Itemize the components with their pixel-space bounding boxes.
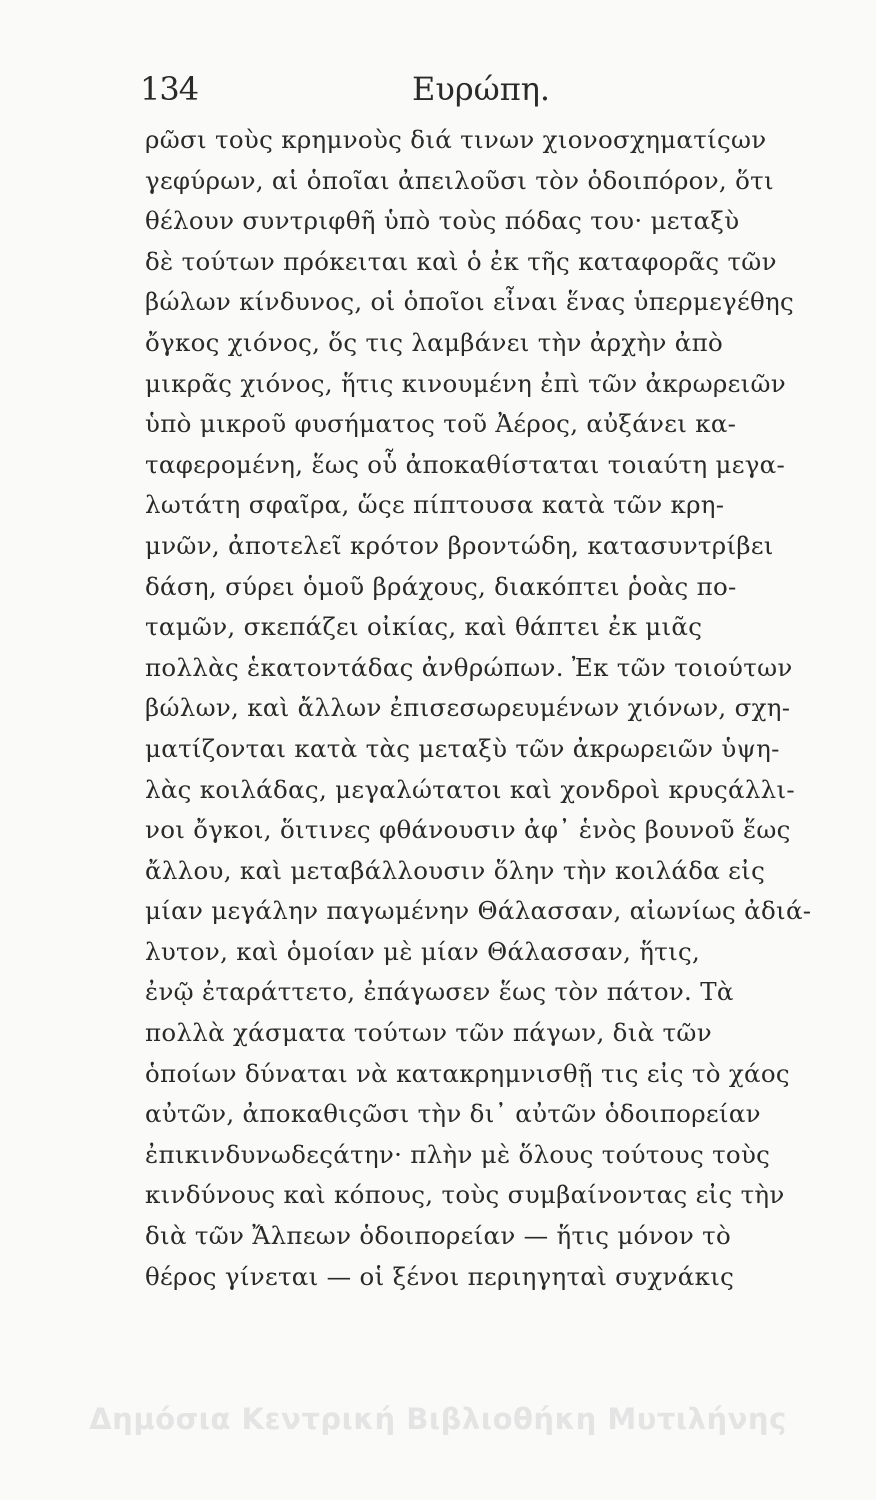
text-line: νοι ὄγκοι, ὅιτινες φθάνουσιν ἀφ᾽ ἑνὸς βουνοῦ ἕως — [145, 815, 791, 845]
text-line: αὐτῶν, ἀποκαθιςῶσι τὴν δι᾽ αὐτῶν ὁδοιπορείαν — [145, 1099, 761, 1129]
text-line: ὑπὸ μικροῦ φυσήματος τοῦ Ἀέρος, αὐξάνει κα- — [145, 409, 737, 439]
text-line: λωτάτη σφαῖρα, ὥςε πίπτουσα κατὰ τῶν κρη- — [145, 490, 725, 520]
text-line: δάση, σύρει ὁμοῦ βράχους, διακόπτει ῥοὰς πο- — [145, 571, 737, 601]
text-line: ὄγκος χιόνος, ὅς τις λαμβάνει τὴν ἀρχὴν ἀπὸ — [145, 327, 724, 357]
text-line: ἄλλου, καὶ μεταβάλλουσιν ὅλην τὴν κοιλάδα εἰς — [145, 855, 766, 885]
text-line: δὲ τούτων πρόκειται καὶ ὁ ἐκ τῆς καταφορᾶς τῶν — [145, 246, 777, 276]
text-line: βώλων, καὶ ἄλλων ἐπισεσωρευμένων χιόνων, σχη- — [145, 693, 791, 723]
text-line: ταμῶν, σκεπάζει οἰκίας, καὶ θάπτει ἐκ μιᾶς — [145, 612, 703, 642]
page-number: 134 — [140, 70, 199, 108]
body-text — [145, 120, 825, 1297]
page-header — [140, 70, 760, 110]
text-line: πολλὰς ἑκατοντάδας ἀνθρώπων. Ἐκ τῶν τοιούτων — [145, 652, 793, 682]
text-line: κινδύνους καὶ κόπους, τοὺς συμβαίνοντας εἰς τὴν — [145, 1180, 785, 1210]
library-watermark: Δημόσια Κεντρική Βιβλιοθήκη Μυτιλήνης — [89, 1402, 787, 1436]
text-line: γεφύρων, αἱ ὁποῖαι ἀπειλοῦσι τὸν ὁδοιπόρον, ὅτι — [145, 165, 774, 195]
text-line: ρῶσι τοὺς κρημνοὺς διά τινων χιονοσχηματίςων — [145, 125, 767, 154]
text-line: ἐνῷ ἐταράττετο, ἐπάγωσεν ἕως τὸν πάτον. Τὰ — [145, 977, 734, 1007]
text-line: ἐπικινδυνωδεςάτην· πλὴν μὲ ὅλους τούτους τοὺς — [145, 1139, 771, 1169]
text-line: πολλὰ χάσματα τούτων τῶν πάγων, διὰ τῶν — [145, 1018, 712, 1048]
text-line: ὁποίων δύναται νὰ κατακρημνισθῇ τις εἰς τὸ χάος — [145, 1058, 790, 1088]
text-line: διὰ τῶν Ἄλπεων ὁδοιπορείαν — ἥτις μόνον τὸ — [145, 1221, 732, 1251]
text-line: λυτον, καὶ ὁμοίαν μὲ μίαν Θάλασσαν, ἥτις, — [145, 936, 701, 966]
running-title: Ευρώπη. — [412, 70, 551, 108]
text-line: μικρᾶς χιόνος, ἥτις κινουμένη ἐπὶ τῶν ἀκρωρειῶν — [145, 368, 786, 398]
text-line: θέρος γίνεται — οἱ ξένοι περιηγηταὶ συχνάκις — [145, 1261, 735, 1291]
text-line: λὰς κοιλάδας, μεγαλώτατοι καὶ χονδροὶ κρυςάλλι- — [145, 774, 795, 804]
text-line: μνῶν, ἀποτελεῖ κρότον βροντώδη, κατασυντρίβει — [145, 530, 774, 560]
text-line: μίαν μεγάλην παγωμένην Θάλασσαν, αἰωνίως ἀδιά- — [145, 896, 812, 926]
text-line: θέλουν συντριφθῆ ὑπὸ τοὺς πόδας του· μεταξὺ — [145, 206, 740, 236]
text-line: ματίζονται κατὰ τὰς μεταξὺ τῶν ἀκρωρειῶν ὑψη- — [145, 733, 780, 763]
text-line: ταφερομένη, ἕως οὗ ἀποκαθίσταται τοιαύτη μεγα- — [145, 449, 786, 479]
text-line: βώλων κίνδυνος, οἱ ὁποῖοι εἶναι ἕνας ὑπερμεγέθης — [145, 287, 795, 317]
